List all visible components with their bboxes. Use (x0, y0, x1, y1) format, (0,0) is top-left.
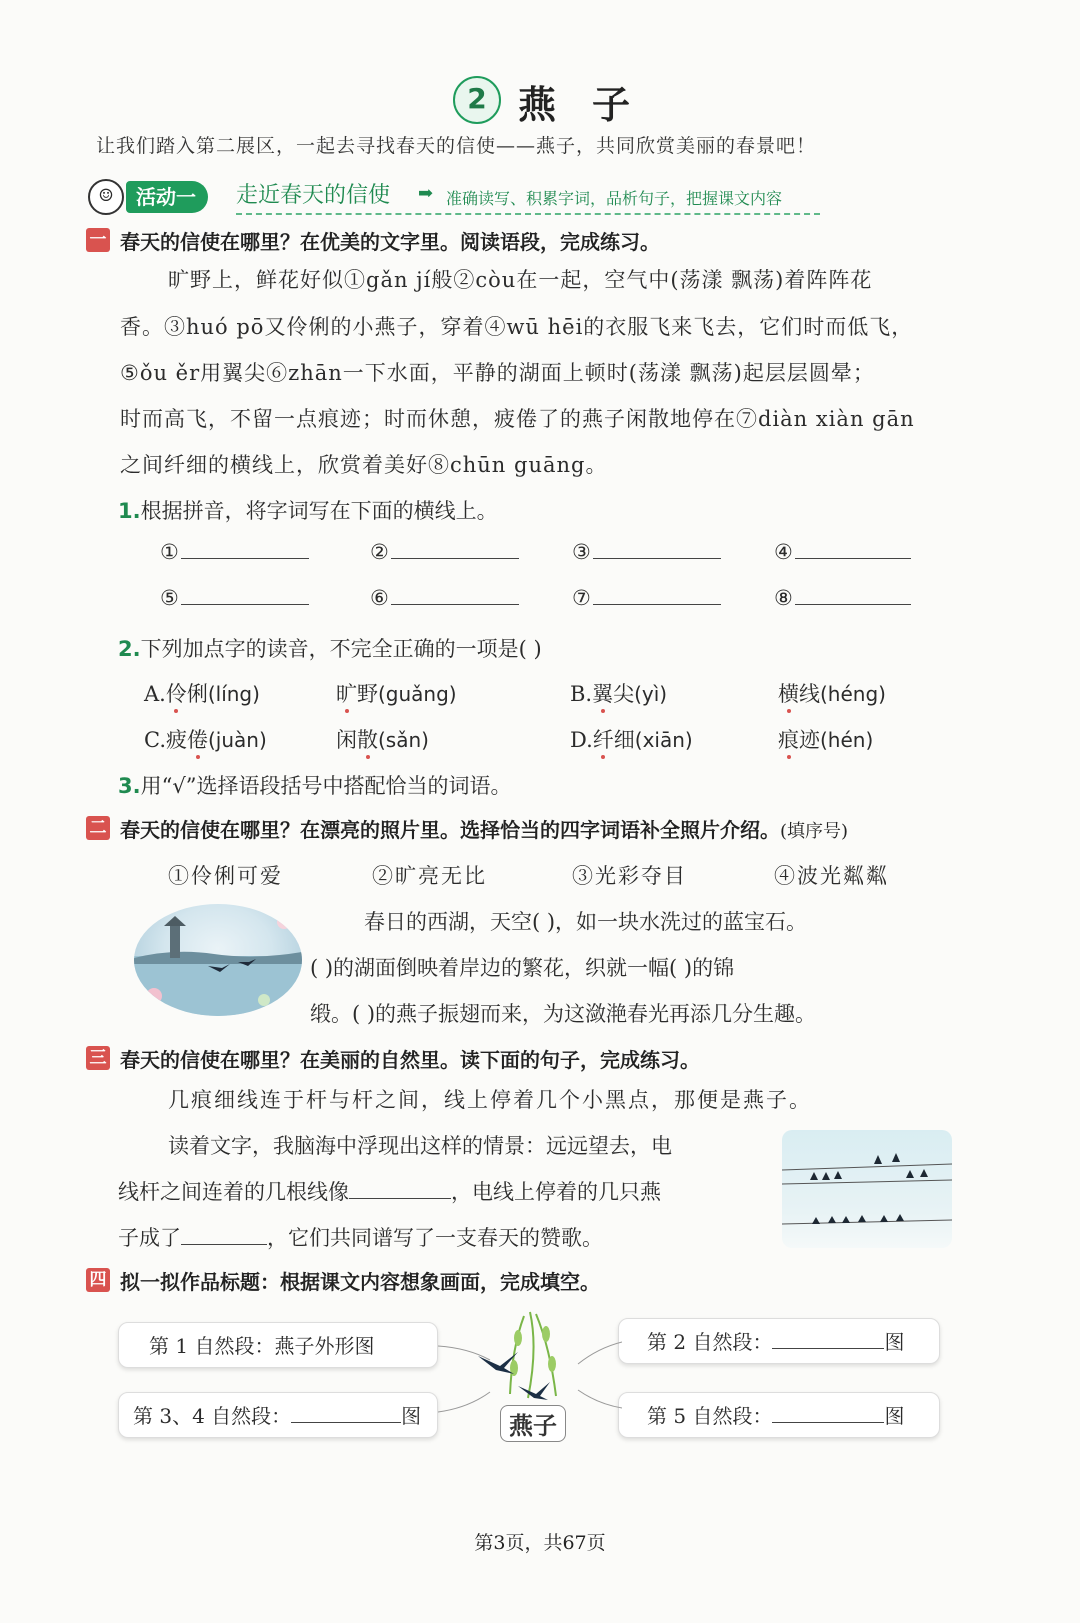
question-2-number: 2. (118, 637, 141, 661)
title-box-2[interactable] (618, 1318, 940, 1364)
passage-line-1: 旷野上，鲜花好似①gǎn jí般②còu在一起，空气中(荡漾 飘荡)着阵阵花 (168, 268, 873, 292)
passage-line-3: ⑤ǒu ěr用翼尖⑥zhān一下水面，平静的湖面上顿时(荡漾 飘荡)起层层圆晕； (120, 361, 875, 385)
scene-line-3-start: 子成了 (118, 1226, 181, 1250)
section-4-heading: 拟一拟作品标题：根据课文内容想象画面，完成填空。 (120, 1270, 600, 1294)
title-box-3[interactable] (118, 1392, 438, 1438)
blank-1-line[interactable] (181, 540, 309, 559)
option-a-reading1: (líng) (207, 682, 260, 706)
title-box-3-label: 第 3、4 自然段： (133, 1404, 292, 1428)
scene-line-3-end: ，它们共同谱写了一支春天的赞歌。 (267, 1226, 603, 1250)
blank-7-label: ⑦ (572, 586, 591, 610)
blank-4[interactable] (774, 540, 911, 564)
scene-blank-1[interactable] (349, 1180, 451, 1199)
lesson-number: 2 (453, 76, 501, 124)
blank-8[interactable] (774, 586, 911, 610)
blank-6-line[interactable] (391, 586, 519, 605)
question-3-number: 3. (118, 774, 141, 798)
choice-2: ②旷亮无比 (372, 864, 487, 888)
title-box-4-label: 第 5 自然段： (647, 1404, 773, 1428)
section-1-icon: 一 (86, 228, 110, 252)
option-b-word1-dotted: 翼 (592, 682, 614, 706)
question-1-text: 根据拼音，将字词写在下面的横线上。 (140, 499, 498, 523)
scene-line-2-end: ，电线上停着的几只燕 (451, 1180, 661, 1204)
title-box-2-suffix: 图 (884, 1330, 905, 1354)
passage-line-5: 之间纤细的横线上，欣赏着美好⑧chūn guāng。 (120, 453, 608, 477)
scene-line-1: 读着文字，我脑海中浮现出这样的情景：远远望去，电 (168, 1134, 672, 1158)
question-2 (118, 633, 542, 663)
title-box-4-suffix: 图 (884, 1404, 905, 1428)
title-box-3-blank[interactable] (291, 1398, 401, 1423)
option-b-second (778, 678, 886, 708)
option-a-second (336, 678, 457, 708)
swallows-on-wires-illustration (782, 1130, 952, 1248)
choice-3: ③光彩夺目 (572, 864, 687, 888)
section-2-heading-text: 春天的信使在哪里？在漂亮的照片里。选择恰当的四字词语补全照片介绍。 (120, 818, 780, 842)
page-footer: 第3页，共67页 (474, 1532, 606, 1554)
blank-6-label: ⑥ (370, 586, 389, 610)
arrow-right-icon: ➡ (418, 183, 434, 204)
section-2-heading (120, 814, 848, 843)
question-2-text: 下列加点字的读音，不完全正确的一项是( ) (140, 637, 542, 661)
option-d-reading1: (xiān) (634, 728, 693, 752)
blank-6[interactable] (370, 586, 519, 610)
option-b-word1-rest: 尖 (613, 682, 635, 706)
option-a-word2-rest: 野 (357, 682, 378, 706)
option-c-word1-dotted: 倦 (187, 728, 208, 752)
section-1-heading: 春天的信使在哪里？在优美的文字里。阅读语段，完成练习。 (120, 230, 660, 254)
section-4-icon: 四 (86, 1268, 110, 1292)
question-3-text: 用“√”选择语段括号中搭配恰当的词语。 (140, 774, 512, 798)
option-b[interactable] (570, 678, 667, 708)
activity-divider (236, 213, 820, 215)
option-d-word1-dotted: 纤 (592, 728, 614, 752)
section-3-icon: 三 (86, 1046, 110, 1070)
blank-5-line[interactable] (181, 586, 309, 605)
option-c-word2-rest: 闲 (336, 728, 357, 752)
option-a-reading2: (guǎng) (378, 682, 457, 706)
passage-line-2: 香。③huó pō又伶俐的小燕子，穿着④wū hēi的衣服飞来飞去，它们时而低飞， (120, 315, 914, 339)
swallows-on-wires-picture (782, 1130, 952, 1248)
blank-8-line[interactable] (795, 586, 911, 605)
option-c-label: C. (144, 728, 166, 752)
section-2-note: (填序号) (780, 821, 849, 842)
blank-5[interactable] (160, 586, 309, 610)
photo-line-2: ( )的湖面倒映着岸边的繁花，织就一幅( )的锦 (310, 956, 735, 980)
option-c-second (336, 724, 429, 754)
blank-5-label: ⑤ (160, 586, 179, 610)
option-c-word1-rest: 疲 (166, 728, 187, 752)
activity-badge: 活动一 (126, 181, 208, 213)
blank-8-label: ⑧ (774, 586, 793, 610)
scene-line-2-start: 线杆之间连着的几根线像 (118, 1180, 349, 1204)
option-d-word2-rest: 迹 (799, 728, 820, 752)
option-d-word1-rest: 细 (613, 728, 635, 752)
question-1 (118, 495, 498, 525)
option-c-reading1: (juàn) (208, 728, 267, 752)
blank-2-line[interactable] (391, 540, 519, 559)
scene-blank-2[interactable] (181, 1226, 267, 1245)
lesson-title: 燕子 (518, 83, 667, 127)
option-a-label: A. (144, 682, 166, 706)
scene-line-3 (118, 1222, 603, 1252)
title-box-3-suffix: 图 (401, 1404, 422, 1428)
scene-line-2 (118, 1176, 661, 1206)
title-box-1 (118, 1322, 438, 1368)
blank-7[interactable] (572, 586, 721, 610)
title-box-4-blank[interactable] (772, 1398, 884, 1423)
title-box-4[interactable] (618, 1392, 940, 1438)
option-b-reading2: (héng) (820, 682, 886, 706)
option-b-word2-rest: 线 (799, 682, 820, 706)
west-lake-illustration (134, 904, 302, 1016)
passage-line-4: 时而高飞，不留一点痕迹；时而休憩，疲倦了的燕子闲散地停在⑦diàn xiàn gān (120, 407, 915, 431)
west-lake-photo (134, 904, 302, 1016)
activity-goal: 准确读写、积累字词，品析句子，把握课文内容 (446, 189, 783, 208)
option-d-word2-dotted: 痕 (778, 728, 799, 752)
blank-1[interactable] (160, 540, 309, 564)
blank-3-label: ③ (572, 540, 591, 564)
blank-2[interactable] (370, 540, 519, 564)
blank-4-label: ④ (774, 540, 793, 564)
center-swallow-illustration (438, 1308, 622, 1418)
photo-line-1: 春日的西湖，天空( )，如一块水洗过的蓝宝石。 (364, 910, 808, 934)
blank-2-label: ② (370, 540, 389, 564)
title-box-2-label: 第 2 自然段： (647, 1330, 773, 1354)
blank-1-label: ① (160, 540, 179, 564)
blank-4-line[interactable] (795, 540, 911, 559)
option-a-word1-rest: 俐 (186, 682, 208, 706)
activity-title: 走近春天的信使 (236, 183, 391, 208)
intro-text: 让我们踏入第二展区，一起去寻找春天的信使——燕子，共同欣赏美丽的春景吧！ (96, 135, 817, 157)
option-b-word2-dotted: 横 (778, 682, 799, 706)
blank-7-line[interactable] (593, 586, 721, 605)
mascot-icon: ☺ (88, 179, 124, 215)
blank-3-line[interactable] (593, 540, 721, 559)
option-d-label: D. (570, 728, 593, 752)
option-d-reading2: (hén) (820, 728, 874, 752)
option-b-label: B. (570, 682, 593, 706)
section-2-icon: 二 (86, 816, 110, 840)
title-box-2-blank[interactable] (772, 1324, 884, 1349)
option-c-reading2: (sǎn) (378, 728, 429, 752)
option-a[interactable] (144, 678, 260, 708)
blank-3[interactable] (572, 540, 721, 564)
choice-1: ①伶俐可爱 (168, 864, 283, 888)
center-title: 燕子 (500, 1405, 566, 1442)
quote-sentence: 几痕细线连于杆与杆之间，线上停着几个小黑点，那便是燕子。 (168, 1088, 812, 1112)
option-c-word2-dotted: 散 (357, 728, 378, 752)
option-d-second (778, 724, 873, 754)
option-a-word1-dotted: 伶 (165, 682, 187, 706)
option-c[interactable] (144, 724, 267, 754)
question-3 (118, 770, 511, 800)
option-a-word2-dotted: 旷 (336, 682, 357, 706)
photo-line-3: 缎。( )的燕子振翅而来，为这潋滟春光再添几分生趣。 (310, 1002, 817, 1026)
title-box-1-text: 第 1 自然段：燕子外形图 (149, 1334, 375, 1358)
option-d[interactable] (570, 724, 693, 754)
section-3-heading: 春天的信使在哪里？在美丽的自然里。读下面的句子，完成练习。 (120, 1048, 700, 1072)
question-1-number: 1. (118, 499, 141, 523)
choice-4: ④波光粼粼 (774, 864, 889, 888)
option-b-reading1: (yì) (634, 682, 668, 706)
